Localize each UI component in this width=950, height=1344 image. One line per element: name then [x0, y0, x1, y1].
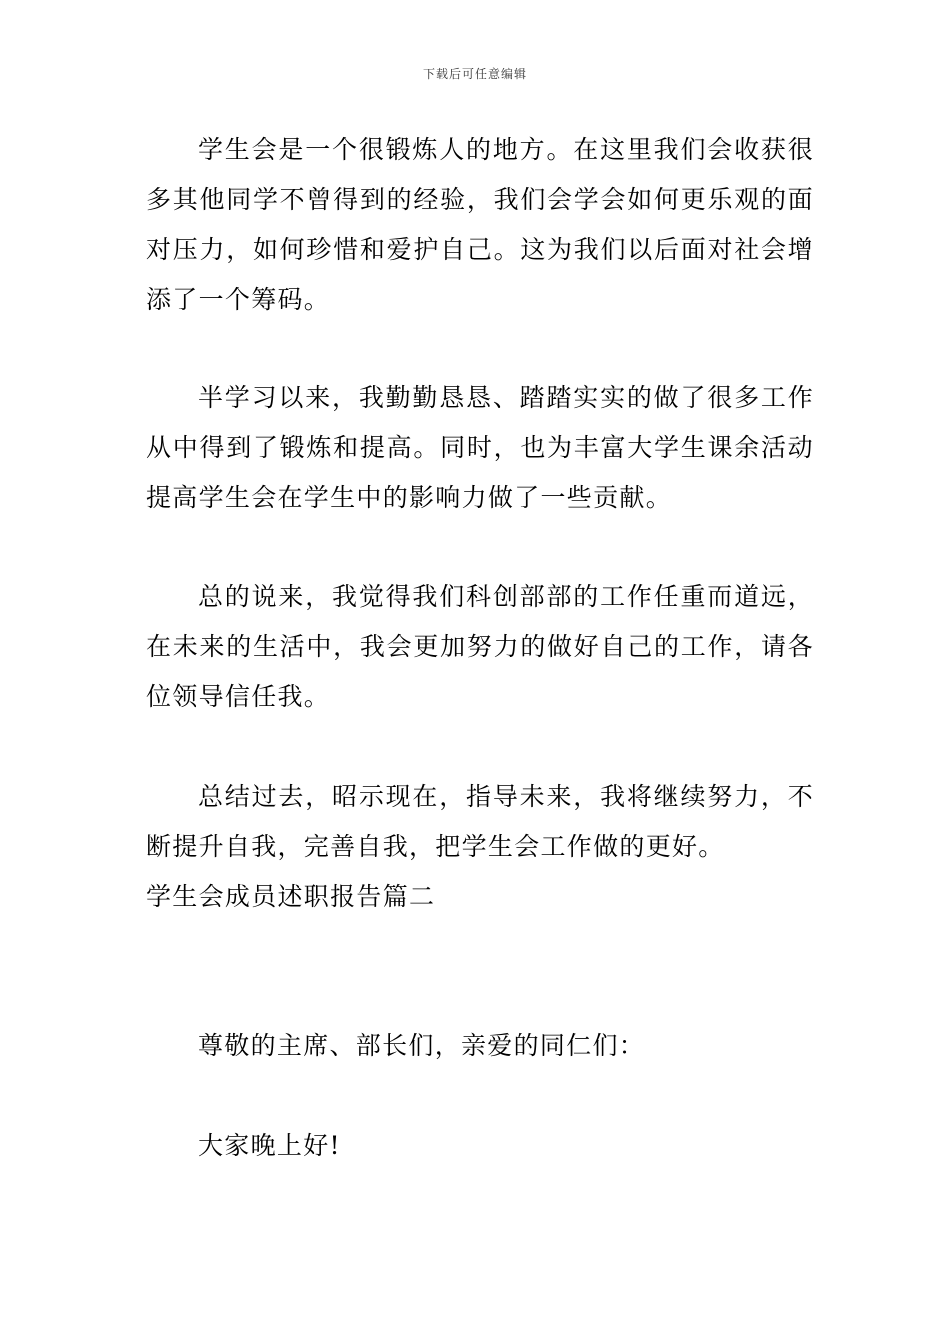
paragraph: 总结过去，昭示现在，指导未来，我将继续努力，不断提升自我，完善自我，把学生会工作做的更好。	[146, 782, 814, 861]
paragraph: 半学习以来，我勤勤恳恳、踏踏实实的做了很多工作从中得到了锻炼和提高。同时，也为丰富大学生课余活动提高学生会在学生中的影响力做了一些贡献。	[146, 383, 814, 512]
section-heading: 学生会成员述职报告篇二	[146, 882, 436, 911]
salutation: 尊敬的主席、部长们，亲爱的同仁们：	[198, 1031, 646, 1060]
paragraph: 学生会是一个很锻炼人的地方。在这里我们会收获很多其他同学不曾得到的经验，我们会学会如何更乐观的面对压力，如何珍惜和爱护自己。这为我们以后面对社会增添了一个筹码。	[146, 135, 814, 314]
greeting: 大家晚上好!	[198, 1131, 341, 1160]
header-note: 下载后可任意编辑	[422, 67, 527, 81]
paragraph: 总的说来，我觉得我们科创部部的工作任重而道远，在未来的生活中，我会更加努力的做好自己的工作，请各位领导信任我。	[146, 582, 814, 711]
